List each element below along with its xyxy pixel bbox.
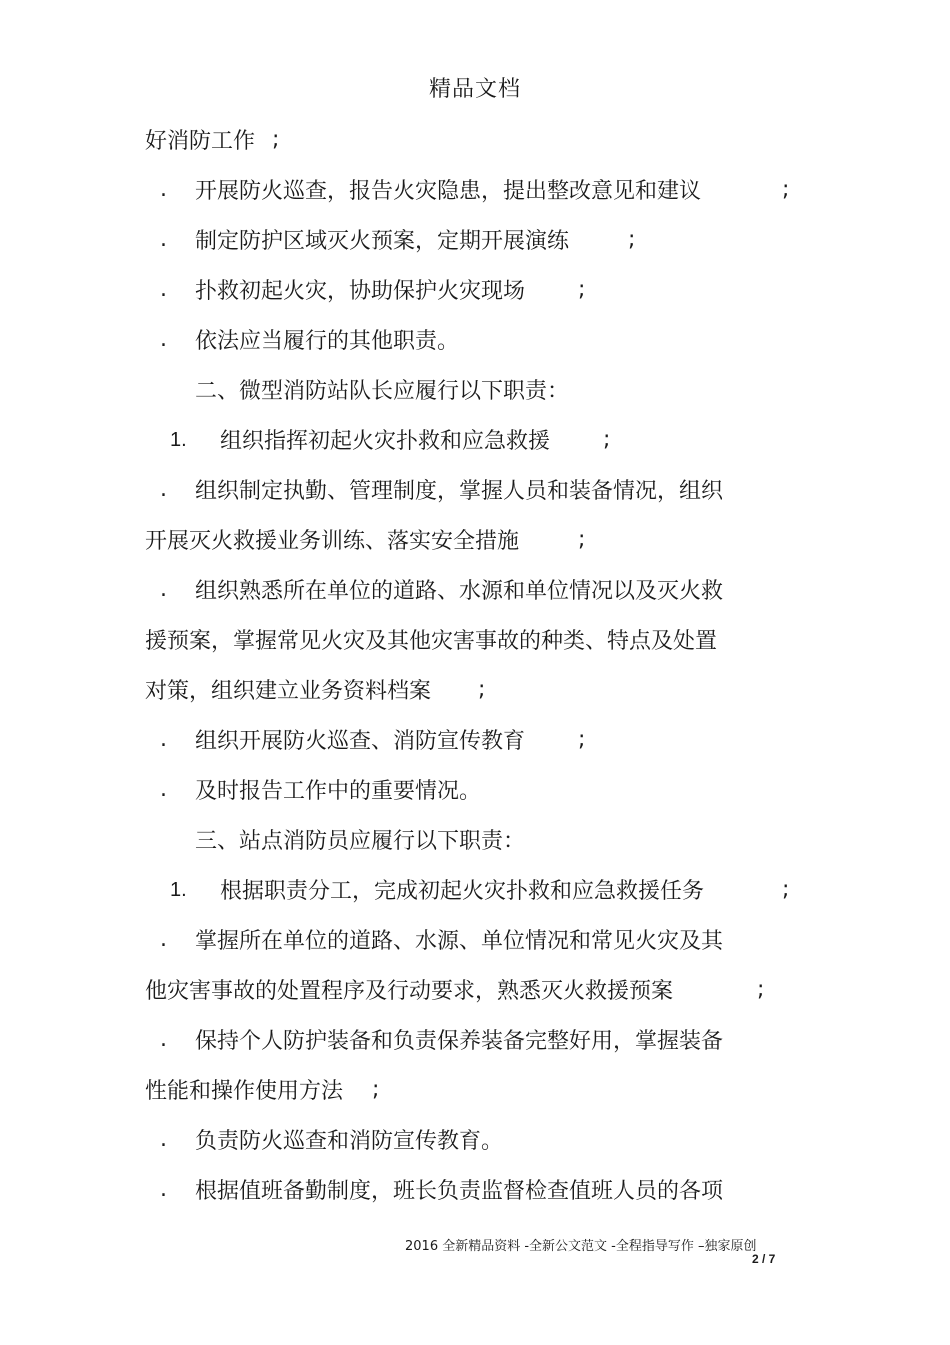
bullet-dot: .	[160, 477, 167, 502]
list-number: 1.	[170, 429, 187, 451]
text-line: 组织制定执勤、管理制度，掌握人员和装备情况，组织	[195, 479, 724, 504]
text-line: 根据值班备勤制度，班长负责监督检查值班人员的各项	[195, 1179, 724, 1204]
text-line: 根据职责分工，完成初起火灾扑救和应急救援任务	[220, 879, 705, 904]
semicolon: ;	[578, 727, 586, 752]
bullet-dot: .	[160, 927, 167, 952]
bullet-dot: .	[160, 1027, 167, 1052]
semicolon: ;	[757, 977, 765, 1002]
semicolon: ;	[478, 677, 486, 702]
section-heading: 二、微型消防站队长应履行以下职责：	[195, 379, 570, 404]
semicolon: ;	[372, 1077, 380, 1102]
text-line: 开展灭火救援业务训练、落实安全措施	[145, 529, 520, 554]
text-line: 组织指挥初起火灾扑救和应急救援	[220, 429, 551, 454]
semicolon: ;	[603, 427, 611, 452]
page-number: 2 / 7	[752, 1252, 776, 1266]
bullet-dot: .	[160, 777, 167, 802]
bullet-dot: .	[160, 727, 167, 752]
text-line: 及时报告工作中的重要情况。	[195, 779, 482, 804]
text-line: 依法应当履行的其他职责。	[195, 329, 460, 354]
text-line: 组织熟悉所在单位的道路、水源和单位情况以及灭火救	[195, 579, 724, 604]
bullet-dot: .	[160, 327, 167, 352]
footer-text: 2016 全新精品资料 -全新公文范文 -全程指导写作 –独家原创	[405, 1239, 757, 1254]
semicolon: ;	[578, 527, 586, 552]
text-line: 好消防工作	[145, 129, 256, 154]
section-heading: 三、站点消防员应履行以下职责：	[195, 829, 526, 854]
bullet-dot: .	[160, 577, 167, 602]
page-header-title: 精品文档	[428, 77, 521, 102]
bullet-dot: .	[160, 1127, 167, 1152]
bullet-dot: .	[160, 1177, 167, 1202]
semicolon: ;	[782, 877, 790, 902]
bullet-dot: .	[160, 177, 167, 202]
text-line: 掌握所在单位的道路、水源、单位情况和常见火灾及其	[195, 929, 724, 954]
semicolon: ;	[578, 277, 586, 302]
text-line: 组织开展防火巡查、消防宣传教育	[195, 729, 526, 754]
semicolon: ;	[628, 227, 636, 252]
text-line: 援预案，掌握常见火灾及其他灾害事故的种类、特点及处置	[145, 629, 718, 654]
text-line: 性能和操作使用方法	[145, 1079, 344, 1104]
text-line: 开展防火巡查，报告火灾隐患，提出整改意见和建议	[195, 179, 702, 204]
bullet-dot: .	[160, 277, 167, 302]
text-line: 负责防火巡查和消防宣传教育。	[195, 1129, 504, 1154]
text-line: 保持个人防护装备和负责保养装备完整好用，掌握装备	[195, 1029, 724, 1054]
text-line: 扑救初起火灾，协助保护火灾现场	[195, 279, 526, 304]
text-line: 制定防护区域灭火预案，定期开展演练	[195, 229, 570, 254]
semicolon: ;	[272, 127, 280, 152]
text-line: 对策，组织建立业务资料档案	[145, 679, 432, 704]
bullet-dot: .	[160, 227, 167, 252]
semicolon: ;	[782, 177, 790, 202]
list-number: 1.	[170, 879, 187, 901]
text-line: 他灾害事故的处置程序及行动要求，熟悉灭火救援预案	[145, 979, 674, 1004]
